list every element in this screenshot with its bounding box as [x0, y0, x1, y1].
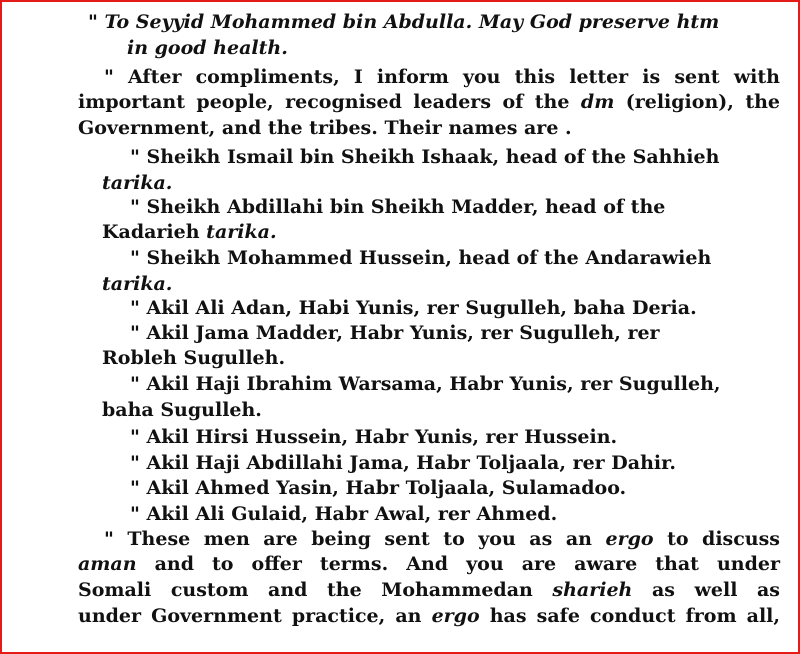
document-page — [2, 2, 798, 652]
list-item-continuation: tarika. — [102, 172, 173, 194]
paragraph1-line1: " After compliments, I inform you this letter is sent with — [104, 66, 780, 88]
list-item: " Akil Ali Gulaid, Habr Awal, rer Ahmed. — [130, 503, 558, 525]
paragraph2-line3: Somali custom and the Mohammedan sharieh as well as — [78, 579, 780, 601]
paragraph1-line2: important people, recognised leaders of the dm (religion), the — [78, 91, 781, 113]
list-item-continuation: tarika. — [102, 273, 173, 295]
paragraph1-line3: Government, and the tribes. Their names are . — [78, 117, 572, 139]
paragraph2-line4: under Government practice, an ergo has safe conduct from all, — [78, 605, 780, 627]
list-item-continuation: baha Sugulleh. — [102, 399, 262, 421]
paragraph2-line1: " These men are being sent to you as an ergo to discuss — [104, 528, 781, 550]
list-item: " Akil Jama Madder, Habr Yunis, rer Sugulleh, rer — [130, 322, 660, 344]
list-item: " Akil Ahmed Yasin, Habr Toljaala, Sulamadoo. — [130, 477, 627, 499]
paragraph2-line2: aman and to offer terms. And you are aware that under — [78, 553, 780, 575]
letter-heading-line2: in good health. — [127, 37, 288, 59]
list-item: " Akil Hirsi Hussein, Habr Yunis, rer Hussein. — [130, 426, 618, 448]
list-item: " Sheikh Abdillahi bin Sheikh Madder, head of the — [130, 196, 666, 218]
list-item: " Sheikh Ismail bin Sheikh Ishaak, head of the Sahhieh — [130, 146, 720, 168]
list-item: " Akil Haji Abdillahi Jama, Habr Toljaala, rer Dahir. — [130, 452, 677, 474]
list-item-continuation: Robleh Sugulleh. — [102, 347, 286, 369]
list-item: " Akil Ali Adan, Habi Yunis, rer Sugulleh, baha Deria. — [130, 297, 697, 319]
list-item-continuation: Kadarieh tarika. — [102, 221, 277, 243]
list-item: " Sheikh Mohammed Hussein, head of the Andarawieh — [130, 247, 712, 269]
list-item: " Akil Haji Ibrahim Warsama, Habr Yunis, rer Sugulleh, — [130, 373, 721, 395]
letter-heading-line1: " To Seyyid Mohammed bin Abdulla. May God preserve htm — [88, 11, 720, 33]
